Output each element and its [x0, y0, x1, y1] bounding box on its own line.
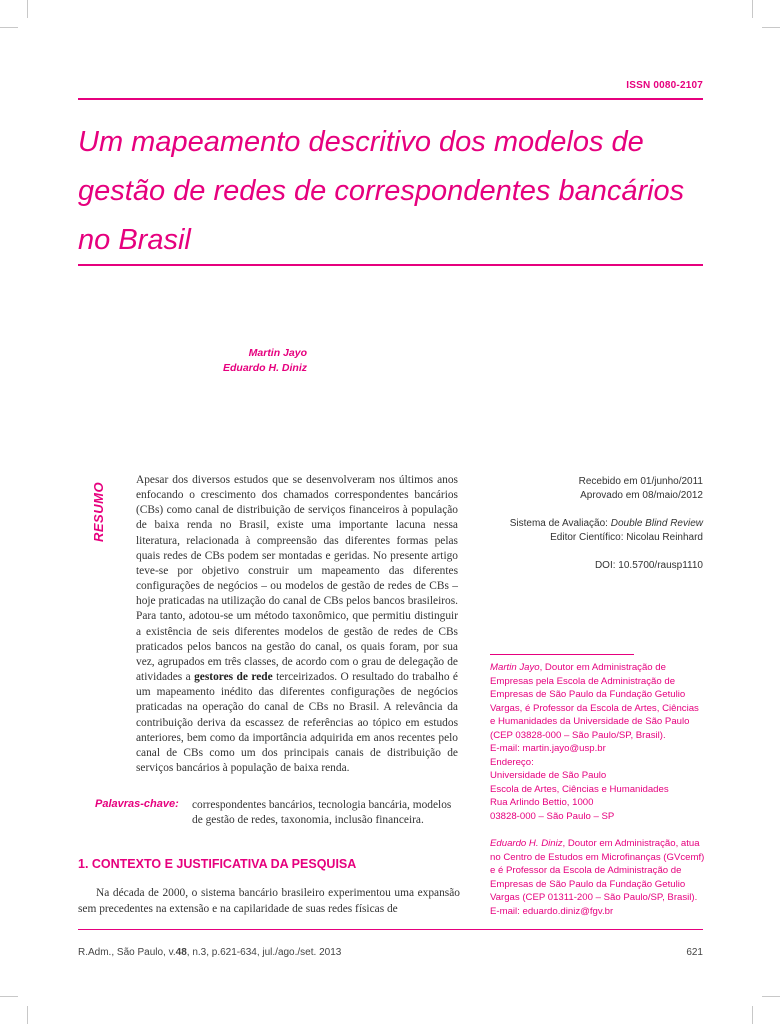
address-line: Rua Arlindo Bettio, 1000: [490, 797, 594, 808]
scientific-editor: Editor Científico: Nicolau Reinhard: [550, 532, 703, 543]
approved-date: Aprovado em 08/maio/2012: [580, 490, 703, 501]
article-metadata: [473, 475, 703, 573]
doi: DOI: 10.5700/rausp1110: [594, 560, 703, 571]
crop-mark: [0, 27, 18, 28]
crop-mark: [752, 0, 753, 18]
author1-affiliation: [490, 661, 705, 823]
keywords-text: correspondentes bancários, tecnologia bancária, modelos de gestão de redes, taxonomia, inclusão financeira.: [192, 799, 452, 826]
page-number: 621: [686, 947, 703, 958]
author2-email[interactable]: E-mail: eduardo.diniz@fgv.br: [490, 905, 614, 917]
resumo-label: RESUMO: [91, 481, 106, 542]
author-name: Eduardo H. Diniz: [223, 362, 307, 374]
abstract-part: Apesar dos diversos estudos que se desenvolveram nos últimos anos enfocando o crescimento dos chamados correspondentes bancários (CBs) como canal de distribuição de serviços financeiros à população de baixa renda no Brasil, existe uma importante lacuna nessa literatura, relacionada à compreensão das diferentes formas pelas quais redes de CBs podem ser montadas e geridas. No presente artigo teve-se por objetivo construir um mapeamento das diferentes configurações de negócios – ou modelos de gestão de redes de CBs – hoje praticadas na utilização do canal de CBs pelos bancos brasileiros. Para tanto, adotou-se um método taxonômico, que permitiu distinguir a existência de seis diferentes modelos de gestão de redes de CBs praticados pelos bancos na gestão do canal, os quais foram, por sua vez, agrupados em três classes, de acordo com o grau de delegação de atividades a: [136, 474, 458, 684]
author2-description: , Doutor em Administração, atua no Centro de Estudos em Microfinanças (GVcemf) e é Professor da Escola de Administração de Empresas de São Paulo da Fundação Getulio Vargas (CEP 01311-200 – São Paulo/SP, Brasil).: [490, 838, 705, 903]
citation-volume: 48: [175, 947, 187, 958]
article-title: [78, 118, 718, 265]
crop-mark: [0, 996, 18, 997]
crop-mark: [762, 27, 780, 28]
citation-suffix: , n.3, p.621-634, jul./ago./set. 2013: [186, 947, 342, 958]
title-rule: [78, 264, 703, 266]
author1-description: , Doutor em Administração de Empresas pela Escola de Administração de Empresas de São Paulo da Fundação Getulio Vargas, é Professor da Escola de Artes, Ciências e Humanidades da Universidade de São Paulo (CEP 03828-000 – São Paulo/SP, Brasil).: [490, 662, 699, 741]
abstract-part: terceirizados. O resultado do trabalho é um mapeamento inédito das diferentes configurações de negócios praticadas na operação do canal de CBs no Brasil. A relevância da contribuição deriva da escassez de referências ao tópico em estudos anteriores, bem como da importância adquirida em anos recentes pelo canal de CBs como um dos principais canais de distribuição de serviços bancários à população de baixa renda.: [136, 671, 458, 774]
affiliation-rule: [490, 654, 634, 655]
address-line: 03828-000 – São Paulo – SP: [490, 810, 615, 822]
citation: [78, 947, 341, 958]
section-heading: 1. CONTEXTO E JUSTIFICATIVA DA PESQUISA: [78, 857, 357, 871]
author1-name: Martin Jayo: [490, 662, 540, 673]
citation-prefix: R.Adm., São Paulo, v.: [78, 947, 176, 958]
author-list: [190, 346, 307, 376]
issn: ISSN 0080-2107: [626, 80, 703, 91]
abstract-text: [136, 473, 458, 776]
abstract-bold-term: gestores de rede: [194, 671, 273, 684]
evaluation-system: [473, 517, 703, 531]
received-date: Recebido em 01/junho/2011: [578, 476, 703, 487]
author2-affiliation: [490, 837, 705, 918]
body-paragraph: Na década de 2000, o sistema bancário brasileiro experimentou uma expansão sem precedentes na extensão e na capilaridade de suas redes físicas de: [78, 887, 460, 915]
author1-email[interactable]: E-mail: martin.jayo@usp.br: [490, 743, 606, 754]
address-label: Endereço:: [490, 756, 534, 768]
author2-bio: [490, 837, 705, 905]
address-line: Universidade de São Paulo: [490, 770, 607, 781]
title-line: gestão de redes de correspondentes bancários: [78, 175, 685, 207]
author2-name: Eduardo H. Diniz: [490, 838, 563, 849]
evaluation-label: Sistema de Avaliação:: [509, 518, 608, 529]
title-line: no Brasil: [78, 224, 191, 256]
crop-mark: [752, 1006, 753, 1024]
crop-mark: [27, 0, 28, 18]
crop-mark: [762, 996, 780, 997]
footer-rule: [78, 929, 703, 930]
evaluation-value: Double Blind Review: [610, 518, 703, 529]
title-line: Um mapeamento descritivo dos modelos de: [78, 126, 644, 158]
header-rule: [78, 98, 703, 100]
keywords-label: Palavras-chave:: [95, 798, 179, 810]
address-line: Escola de Artes, Ciências e Humanidades: [490, 783, 669, 795]
crop-mark: [27, 1006, 28, 1024]
author1-bio: [490, 661, 705, 742]
author-name: Martin Jayo: [248, 347, 307, 359]
